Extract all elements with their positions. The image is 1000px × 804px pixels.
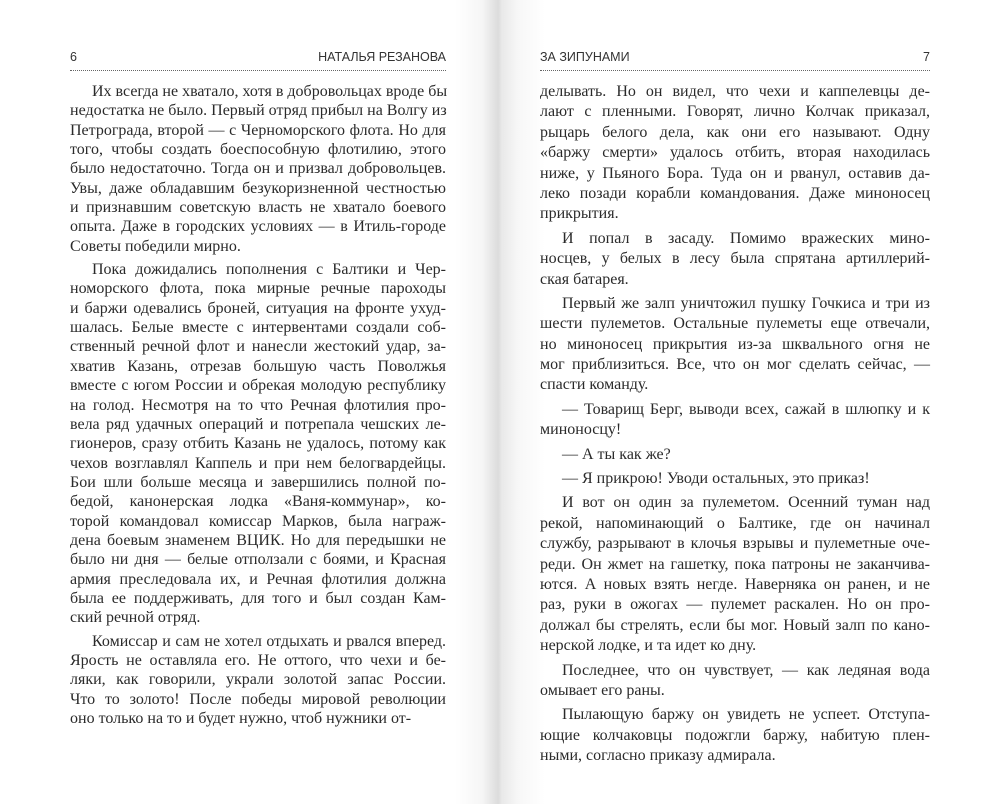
text-line: но миноносец прикрытия из-за шквального огня не — [540, 335, 930, 353]
text-line: ниже, у Пьяного Бора. Туда он и рванул, оставив да- — [540, 164, 930, 182]
text-line: Комиссар и сам не хотел отдыхать и рвался вперед. — [92, 632, 446, 650]
text-line: чехов возглавлял Каппель и при нем белогвардейцы. — [70, 454, 446, 472]
paragraph — [540, 705, 930, 766]
text-line: было ни дня — белые отползали с боями, и Красная — [70, 551, 446, 569]
text-line: ются. А новых взять негде. Наверняка он ранен, и не — [540, 575, 930, 593]
text-line: омывает его раны. — [540, 681, 665, 699]
paragraph — [540, 400, 930, 441]
paragraph — [540, 82, 930, 225]
text-line: на голод. Несмотря на то что Речная флотилия про- — [70, 396, 446, 414]
text-line: номорского флота, пока мирные речные пароходы — [70, 280, 446, 298]
text-line: недостатка не было. Первый отряд прибыл на Волгу из — [70, 102, 447, 120]
paragraph — [70, 82, 446, 256]
text-line: делывать. Но он видел, что чехи и каппелевцы де- — [540, 83, 930, 100]
text-line: вместе с югом России и обрекая молодую республику — [70, 377, 446, 395]
text-line: дена боевым знаменем ВЦИК. Но для передышки не — [70, 531, 446, 549]
text-line: гионеров, сразу отбить Казань не удалось, потому как — [70, 435, 446, 453]
left-page-header — [70, 50, 446, 71]
text-line: ский речной отряд. — [70, 609, 201, 627]
text-line: ляки, как говорили, украли золотой запас России. — [70, 671, 446, 689]
text-line: шалась. Белые вместе с интервентами создали соб- — [70, 319, 446, 337]
text-line: того, чтобы создать боеспособную флотилию, этого — [70, 141, 446, 159]
text-line: Петрограда, второй — с Черноморского флота. Но для — [70, 121, 446, 139]
text-line: была ее поддерживать, для того и был создан Кам- — [70, 589, 446, 607]
page-number: 7 — [923, 50, 930, 64]
paragraph — [70, 632, 446, 729]
text-line: ственный речной флот и нанесли жестокий удар, за- — [70, 338, 446, 356]
text-line: миноносцу! — [540, 421, 622, 439]
left-page-body — [70, 82, 446, 732]
text-line: И вот он один за пулеметом. Осенний туман над — [562, 494, 930, 512]
right-page-header — [540, 50, 930, 71]
text-line: прикрытия. — [540, 205, 619, 223]
running-head-chapter: ЗА ЗИПУНАМИ — [540, 50, 630, 64]
text-line: леко позади корабли командования. Даже миноносец — [540, 184, 930, 202]
text-line: лают с пленными. Говорят, лично Колчак приказал, — [540, 103, 930, 121]
text-line: Первый же залп уничтожил пушку Гочкиса и три из — [562, 294, 930, 312]
text-line: службу, разрывают в клочья взрывы и пулеметные оче- — [540, 535, 930, 553]
right-page-body — [540, 82, 930, 771]
text-line: И попал в засаду. Помимо вражеских мино- — [562, 229, 930, 247]
paragraph — [70, 260, 446, 628]
text-line: ными, согласно приказу адмирала. — [540, 747, 776, 765]
text-line: раз, руки в ожогах — пулемет раскален. Но он про- — [540, 596, 930, 614]
text-line: — А ты как же? — [562, 445, 671, 463]
text-line: рыцарь белого дела, как они его называют. Одну — [540, 123, 930, 141]
text-line: ющие колчаковцы подожгли баржу, набитую плен- — [540, 726, 930, 744]
text-line: шести пулеметов. Остальные пулеметы еще отвечали, — [540, 315, 930, 333]
text-line: Что то золото! После победы мировой революции — [70, 690, 446, 708]
text-line: армия преследовала их, и Речная флотилия должна — [70, 570, 446, 588]
text-line: и баржи одевались броней, ситуация на фронте ухуд- — [70, 299, 446, 317]
paragraph — [540, 493, 930, 656]
text-line: Последнее, что он чувствует, — как ледяная вода — [562, 661, 930, 679]
text-line: носцев, у белых в лесу была спрятана артиллерий- — [540, 250, 930, 268]
running-head-author: НАТАЛЬЯ РЕЗАНОВА — [318, 50, 446, 64]
book-gutter — [455, 0, 545, 804]
paragraph — [540, 469, 930, 489]
paragraph — [540, 445, 930, 465]
text-line: Советы победили мирно. — [70, 237, 241, 255]
paragraph — [540, 294, 930, 396]
text-line: — Товарищ Берг, выводи всех, сажай в шлюпку и к — [562, 400, 930, 418]
text-line: реди. Он жмет на гашетку, пока патроны не заканчива- — [540, 555, 930, 573]
text-line: ская батарея. — [540, 270, 629, 288]
text-line: Увы, даже обладавшим безукоризненной честностью — [70, 179, 446, 197]
paragraph — [540, 229, 930, 290]
text-line: опыта. Даже в городских условиях — в Итиль-городе — [70, 218, 446, 236]
text-line: бедой, канонерская лодка «Ваня-коммунар», ко- — [70, 493, 446, 511]
text-line: было недостаточно. Тогда он и призвал добровольцев. — [70, 160, 446, 178]
text-line: нерской лодке, и та идет ко дну. — [540, 637, 757, 655]
text-line: Их всегда не хватало, хотя в добровольцах вроде бы — [92, 83, 448, 100]
text-line: мог приблизиться. Все, что он мог сделать сейчас, — — [540, 356, 930, 374]
text-line: вела ряд удачных операций и потрепала чешских ле- — [70, 415, 446, 433]
text-line: хватив Казань, отрезав большую часть Поволжья — [70, 357, 446, 375]
text-line: спасти команду. — [540, 376, 649, 394]
text-line: Пылающую баржу он увидеть не успеет. Отступа- — [562, 706, 930, 724]
text-line: рекой, напоминающий о Балтике, где он начинал — [540, 514, 930, 532]
text-line: Пока дожидались пополнения с Балтики и Чер- — [92, 261, 446, 279]
text-line: оно только на то и будет нужно, чтоб нужники от- — [70, 710, 412, 727]
text-line: Ярость не оставляла его. Не оттого, что чехи и бе- — [70, 651, 446, 669]
text-line: торой командовал комиссар Марков, была награж- — [70, 512, 446, 530]
text-line: Бои шли больше месяца и завершились полной по- — [70, 473, 446, 491]
text-line: должал бы стрелять, если бы мог. Новый залп по кано- — [540, 616, 930, 634]
paragraph — [540, 661, 930, 702]
text-line: «баржу смерти» удалось отбить, вторая находилась — [540, 144, 930, 162]
text-line: и признавшим советскую власть не хватало боевого — [70, 199, 446, 217]
text-line: — Я прикрою! Уводи остальных, это приказ! — [562, 470, 870, 488]
page-number: 6 — [70, 50, 77, 64]
